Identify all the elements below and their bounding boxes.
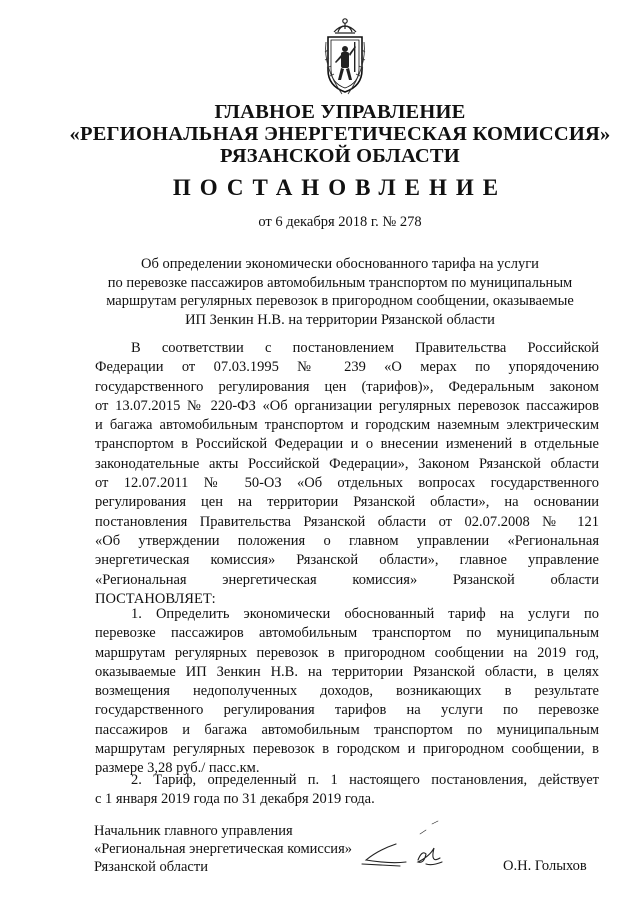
paragraph-line: 1. Определить экономически обоснованный тариф на услуги по	[131, 606, 599, 622]
paragraph-line: и багажа автомобильным транспортом и городским наземным электрическим	[95, 417, 599, 434]
paragraph-line: 2. Тариф, определенный п. 1 настоящего постановления, действует	[131, 772, 599, 788]
paragraph-line: постановления Правительства Рязанской области от 02.07.2008 № 121	[95, 513, 599, 530]
paragraph-line: «Региональная энергетическая комиссия» Рязанской области	[95, 571, 599, 588]
item-2-paragraph	[95, 771, 599, 810]
subject-line: ИП Зенкин Н.В. на территории Рязанской области	[185, 311, 495, 328]
position-line: «Региональная энергетическая комиссия»	[94, 841, 352, 857]
paragraph-line: оказываемые ИП Зенкин Н.В. на территории Рязанской области, в целях	[95, 663, 599, 680]
position-line: Рязанской области	[94, 859, 208, 875]
position-line: Начальник главного управления	[94, 823, 293, 839]
document-type-title: ПОСТАНОВЛЕНИЕ	[172, 175, 508, 200]
paragraph-line: пассажиров и багажа автомобильным транспортом по муниципальным	[95, 721, 599, 738]
resolves-keyword: ПОСТАНОВЛЯЕТ:	[95, 590, 216, 607]
paragraph-line: возмещения недополученных доходов, возникающих в результате	[95, 683, 599, 700]
paragraph-line: маршрутам регулярных перевозок в городском и пригородном сообщении, в	[95, 741, 599, 758]
paragraph-line: маршрутам регулярных перевозок в пригородном сообщении на 2019 год,	[95, 644, 599, 661]
signatory-position	[94, 822, 352, 876]
paragraph-line: перевозке пассажиров автомобильным транспортом по муниципальным	[95, 625, 599, 642]
preamble-paragraph	[95, 339, 599, 609]
paragraph-line: размере 3,28 руб./ пасс.км.	[95, 760, 260, 777]
paragraph-line: законодательные акты Российской Федерации», Законом Рязанской области	[95, 455, 599, 472]
paragraph-line: Федерации от 07.03.1995 № 239 «О мерах по упорядочению	[95, 359, 599, 376]
ryazan-coat-of-arms-icon	[322, 12, 368, 98]
paragraph-line: В соответствии с постановлением Правительства Российской	[131, 340, 599, 356]
paragraph-line: государственного регулирования тарифов на услуги по перевозке	[95, 702, 599, 719]
paragraph-line: от 13.07.2015 № 220-ФЗ «Об организации регулярных перевозок пассажиров	[95, 397, 599, 414]
subject-line: по перевозке пассажиров автомобильным транспортом по муниципальным	[107, 274, 573, 291]
document-date-number: от 6 декабря 2018 г. № 278	[258, 214, 422, 230]
paragraph-line: энергетическая комиссия» Рязанской области», главное управление	[95, 552, 599, 569]
paragraph-line: регулирования цен на территории Рязанской области», на основании	[95, 494, 599, 511]
paragraph-line: «Об утверждении положения о главном управлении «Региональная	[95, 532, 599, 549]
org-name-line-2: «РЕГИОНАЛЬНАЯ ЭНЕРГЕТИЧЕСКАЯ КОМИССИЯ»	[69, 123, 611, 145]
signatory-name: О.Н. Голыхов	[503, 858, 587, 874]
item-1-paragraph	[95, 605, 599, 779]
paragraph-line: транспортом в Российской Федерации и о внесении изменений в отдельные	[95, 436, 599, 453]
org-name-line-3: РЯЗАНСКОЙ ОБЛАСТИ	[220, 145, 460, 167]
subject-line: маршрутам регулярных перевозок в пригородном сообщении, оказываемые	[106, 293, 574, 309]
org-name-line-1: ГЛАВНОЕ УПРАВЛЕНИЕ	[214, 101, 466, 123]
paragraph-line: государственного регулирования цен (тарифов)», Федеральным законом	[95, 378, 599, 395]
paragraph-line: от 12.07.2011 № 50-ОЗ «Об отдельных вопросах государственного	[95, 475, 599, 492]
document-subject	[60, 255, 620, 329]
handwritten-signature	[360, 820, 480, 878]
paragraph-line: с 1 января 2019 года по 31 декабря 2019 года.	[95, 791, 375, 808]
subject-line: Об определении экономически обоснованного тарифа на услуги	[141, 256, 539, 272]
